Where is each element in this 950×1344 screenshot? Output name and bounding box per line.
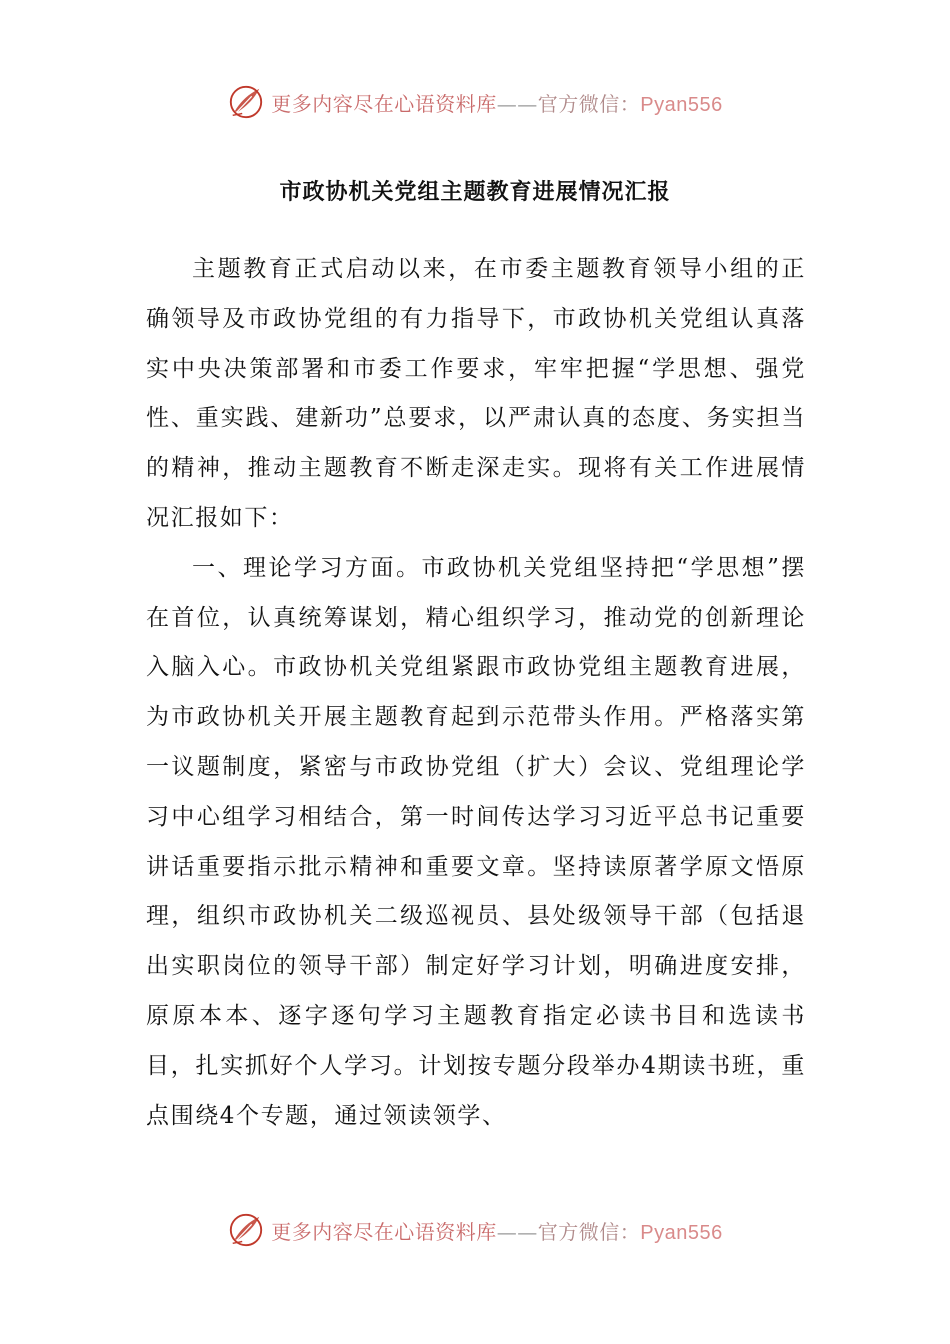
watermark-site-text: 更多内容尽在心语资料库 — [271, 91, 497, 116]
watermark-text — [271, 88, 722, 117]
paragraph: 主题教育正式启动以来，在市委主题教育领导小组的正确领导及市政协党组的有力指导下，市政协机关党组认真落实中央决策部署和市委工作要求，牢牢把握“学思想、强党性、重实践、建新功”总要求，以严肃认真的态度、务实担当的精神，推动主题教育不断走深走实。现将有关工作进展情况汇报如下： — [146, 256, 806, 531]
watermark-wechat-label: 官方微信： — [537, 91, 641, 116]
header-watermark-banner — [0, 80, 950, 124]
watermark-text — [271, 1216, 722, 1245]
document-title: 市政协机关党组主题教育进展情况汇报 — [279, 180, 671, 205]
watermark-site-text: 更多内容尽在心语资料库 — [271, 1219, 497, 1244]
quill-logo-icon — [227, 83, 265, 121]
watermark-wechat-label: 官方微信： — [537, 1219, 641, 1244]
watermark-separator: —— — [496, 91, 538, 116]
paragraph: 一、理论学习方面。市政协机关党组坚持把“学思想”摆在首位，认真统筹谋划，精心组织学习，推动党的创新理论入脑入心。市政协机关党组紧跟市政协党组主题教育进展，为市政协机关开展主题教育起到示范带头作用。严格落实第一议题制度，紧密与市政协党组（扩大）会议、党组理论学习中心组学习相结合，第一时间传达学习习近平总书记重要讲话重要指示批示精神和重要文章。坚持读原著学原文悟原理，组织市政协机关二级巡视员、县处级领导干部（包括退出实职岗位的领导干部）制定好学习计划，明确进度安排，原原本本、逐字逐句学习主题教育指定必读书目和选读书目，扎实抓好个人学习。计划按专题分段举办4期读书班，重点围绕4个专题，通过领读领学、 — [146, 554, 806, 1129]
footer-watermark-banner — [0, 1208, 950, 1252]
watermark-account: Pyan556 — [640, 93, 723, 116]
quill-logo-icon — [227, 1211, 265, 1249]
document-body — [146, 245, 806, 1141]
watermark-account: Pyan556 — [640, 1221, 723, 1244]
watermark-separator: —— — [496, 1219, 538, 1244]
